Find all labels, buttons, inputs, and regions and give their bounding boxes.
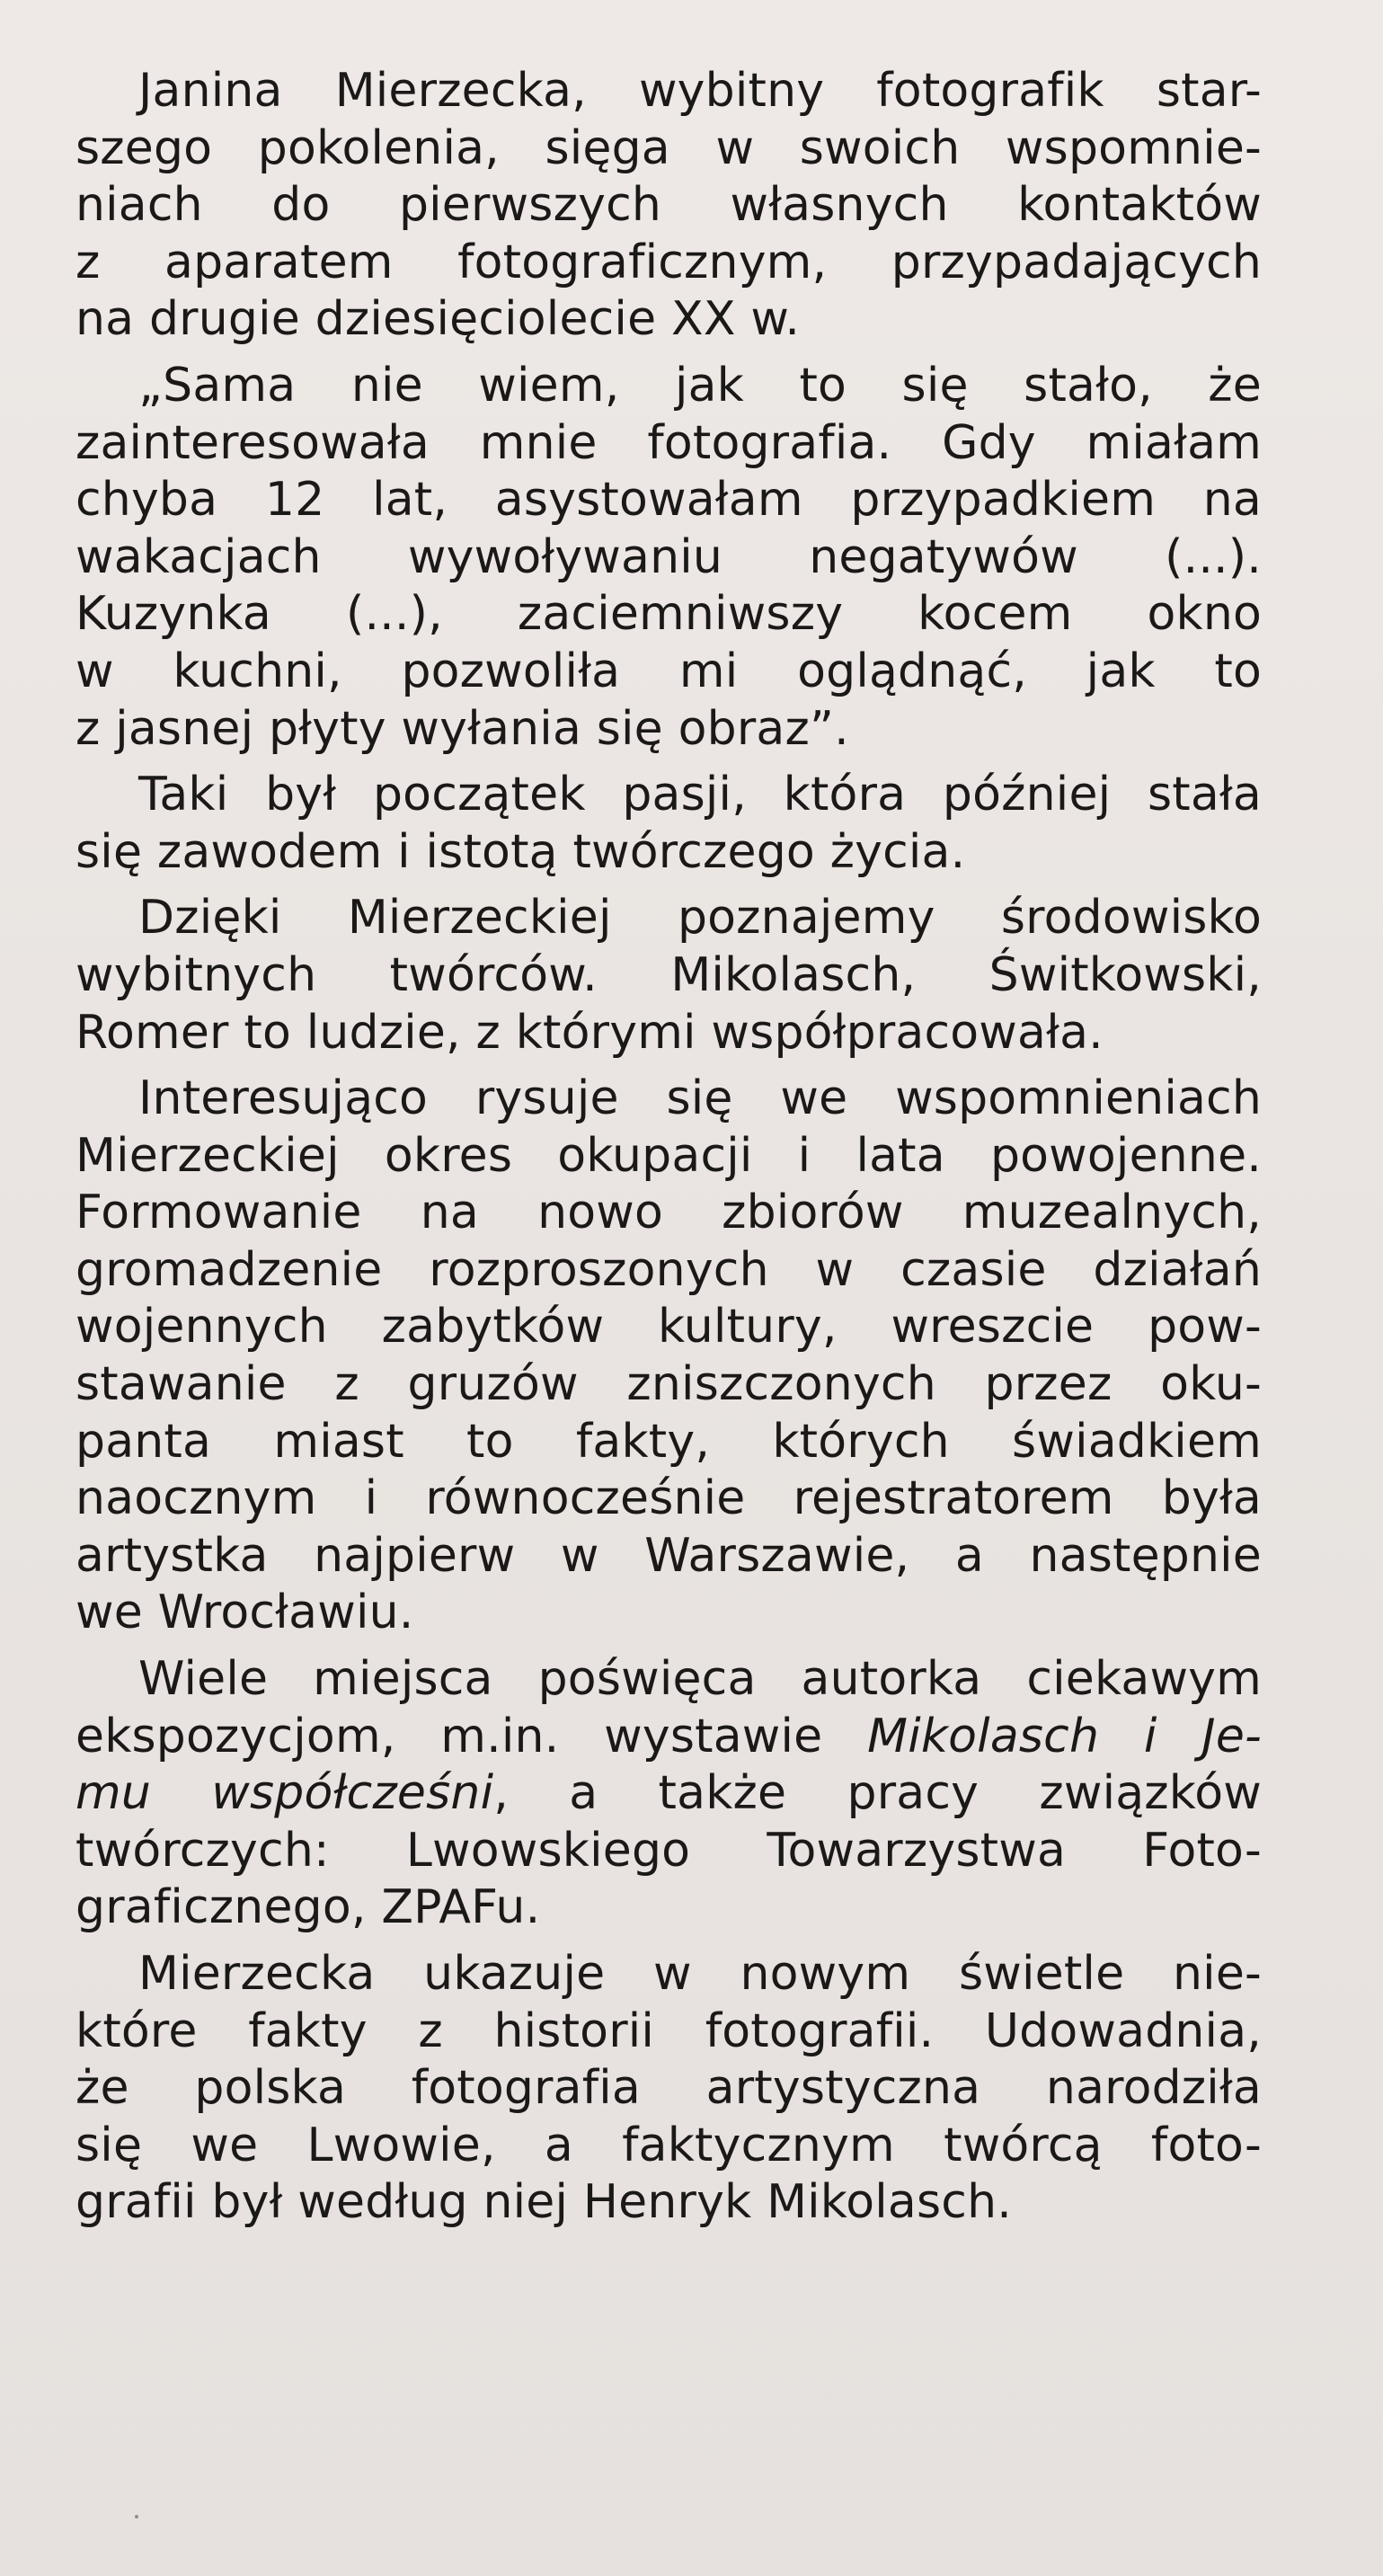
text-run: graficznego, ZPAFu. [75,1880,541,1935]
paragraph-4 [75,890,1262,1061]
text-line [75,1879,1262,1937]
text-line: niach do pierwszych własnych kontaktów [75,178,1262,233]
text-line: Janina Mierzecka, wybitny fotografik star- [138,64,1262,118]
text-line: się we Lwowie, a faktycznym twórcą foto- [75,2118,1262,2172]
text-line: stawanie z gruzów zniszczonych przez oku- [75,1357,1262,1412]
paragraph-2 [75,358,1262,758]
text-line: panta miast to fakty, których świadkiem [75,1414,1262,1469]
italic-title-text: Mikolasch i Je- [867,1709,1262,1763]
text-line [75,1823,1262,1880]
text-line: wojennych zabytków kultury, wreszcie pow- [75,1300,1262,1355]
text-line: artystka najpierw w Warszawie, a następnie [75,1528,1262,1583]
text-line: Kuzynka (...), zaciemniwszy kocem okno [75,587,1262,642]
text-line: Interesująco rysuje się we wspomnieniach [138,1071,1262,1126]
text-line: wakacjach wywoływaniu negatywów (...). [75,529,1262,584]
text-line: Mierzeckiej okres okupacji i lata powojenne. [75,1128,1262,1183]
text-line [75,1709,1262,1766]
text-line: gromadzenie rozproszonych w czasie działań [75,1242,1262,1297]
text-line: chyba 12 lat, asystowałam przypadkiem na [75,473,1262,528]
paragraph-7 [75,1946,1262,2232]
paper-speck [135,2515,138,2518]
text-line: grafii był według niej Henryk Mikolasch. [75,2175,1012,2230]
text-line [75,1651,1262,1709]
text-line: we Wrocławiu. [75,1586,414,1640]
paragraph-1 [75,63,1262,349]
text-line: że polska fotografia artystyczna narodziła [75,2061,1262,2116]
text-line: Taki był początek pasji, która później stała [138,768,1262,822]
text-line: z aparatem fotograficznym, przypadających [75,235,1262,289]
text-line: szego pokolenia, sięga w swoich wspomnie- [75,120,1262,175]
text-line: „Sama nie wiem, jak to się stało, że [138,358,1262,413]
text-line: na drugie dziesięciolecie XX w. [75,292,801,347]
text-line: zainteresowała mnie fotografia. Gdy miałam [75,415,1262,470]
text-line: z jasnej płyty wyłania się obraz”. [75,701,849,756]
text-run: , a także pracy związków [493,1766,1263,1821]
italic-title-text: mu współcześni [75,1766,494,1821]
text-line: Formowanie na nowo zbiorów muzealnych, [75,1186,1262,1240]
text-run: Wiele miejsca poświęca autorka ciekawym [138,1652,1262,1707]
paragraph-3 [75,767,1262,881]
text-line: się zawodem i istotą twórczego życia. [75,824,966,879]
text-line: wybitnych twórców. Mikolasch, Świtkowski, [75,947,1262,1002]
text-line: w kuchni, pozwoliła mi oglądnąć, jak to [75,644,1262,698]
text-line: Dzięki Mierzeckiej poznajemy środowisko [138,891,1262,946]
blurb-text-block [75,63,1262,2241]
text-run: twórczych: Lwowskiego Towarzystwa Foto- [75,1823,1262,1878]
text-line: Mierzecka ukazuje w nowym świetle nie- [138,1947,1262,2001]
paragraph-6 [75,1651,1262,1937]
text-run: ekspozycjom, m.in. wystawie [75,1709,868,1763]
text-line: Romer to ludzie, z którymi współpracowała. [75,1005,1104,1060]
text-line: które fakty z historii fotografii. Udowadnia, [75,2003,1262,2058]
text-line: naocznym i równocześnie rejestratorem była [75,1471,1262,1526]
paragraph-5 [75,1070,1262,1642]
text-line [75,1765,1262,1823]
